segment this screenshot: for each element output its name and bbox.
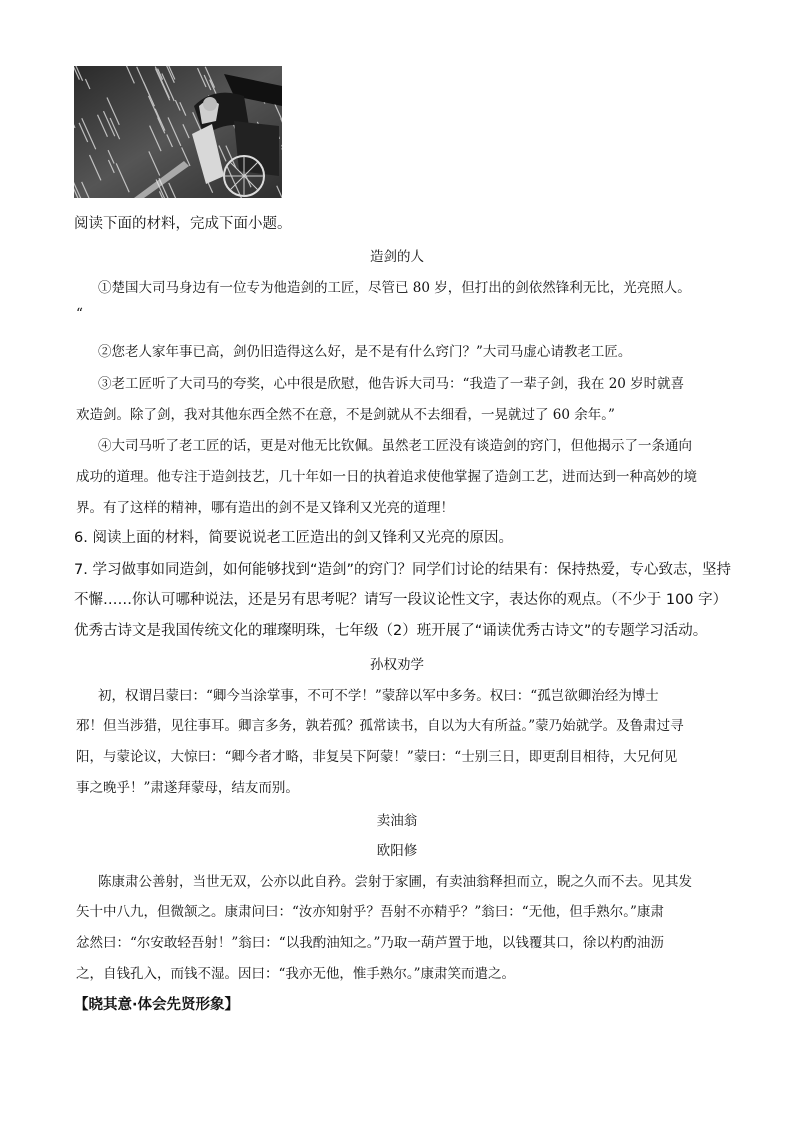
activity-intro: 优秀古诗文是我国传统文化的璀璨明珠，七年级（2）班开展了“诵读优秀古诗文”的专题学习活动。 [74, 623, 708, 639]
story-quote-mark: “ [76, 306, 83, 322]
text1-line-1: 初，权谓吕蒙曰：“卿今当涂掌事，不可不学！”蒙辞以军中多务。权曰：“孤岂欲卿治经为博士 [98, 688, 659, 704]
story-paragraph-2: ②您老人家年事已高，剑仍旧造得这么好，是不是有什么窍门？”大司马虚心请教老工匠。 [98, 344, 632, 360]
text2-line-4: 之，自钱孔入，而钱不湿。因曰：“我亦无他，惟手熟尔。”康肃笑而遣之。 [76, 966, 516, 982]
story-paragraph-4-line-2: 成功的道理。他专注于造剑技艺，几十年如一日的执着追求使他掌握了造剑工艺，进而达到一种高妙的境 [76, 469, 697, 485]
reading-instruction: 阅读下面的材料，完成下面小题。 [74, 216, 292, 232]
story-paragraph-4-line-1: ④大司马听了老工匠的话，更是对他无比钦佩。虽然老工匠没有谈造剑的窍门，但他揭示了一条通向 [98, 438, 692, 454]
rain-illustration [74, 66, 282, 198]
section-heading: 【晓其意·体会先贤形象】 [74, 997, 240, 1013]
text2-author: 欧阳修 [376, 843, 418, 859]
text2-title: 卖油翁 [376, 813, 418, 829]
text1-line-4: 事之晚乎！”肃遂拜蒙母，结友而别。 [76, 780, 299, 796]
question-6: 6. 阅读上面的材料，简要说说老工匠造出的剑又锋利又光亮的原因。 [74, 530, 513, 546]
text2-line-3: 忿然曰：“尔安敢轻吾射！”翁曰：“以我酌油知之。”乃取一葫芦置于地，以钱覆其口，徐以杓酌油沥 [76, 935, 664, 951]
story-paragraph-1: ①楚国大司马身边有一位专为他造剑的工匠，尽管已 80 岁，但打出的剑依然锋利无比，光亮照人。 [98, 280, 691, 296]
question-7-line-1: 7. 学习做事如同造剑，如何能够找到“造剑”的窍门？同学们讨论的结果有：保持热爱，专心致志，坚持 [74, 562, 731, 578]
text2-line-1: 陈康肃公善射，当世无双，公亦以此自矜。尝射于家圃，有卖油翁释担而立，睨之久而不去。见其发 [98, 874, 692, 890]
text1-line-3: 阳，与蒙论议，大惊曰：“卿今者才略，非复吴下阿蒙！”蒙曰：“士别三日，即更刮目相待，大兄何见 [76, 749, 678, 765]
question-7-line-2: 不懈……你认可哪种说法，还是另有思考呢？请写一段议论性文字，表达你的观点。（不少于 100 字） [74, 592, 728, 608]
text2-line-2: 矢十中八九，但微颔之。康肃问曰：“汝亦知射乎？吾射不亦精乎？”翁曰：“无他，但手熟尔。”康肃 [76, 904, 664, 920]
story-paragraph-4-line-3: 界。有了这样的精神，哪有造出的剑不是又锋利又光亮的道理！ [76, 500, 454, 516]
story-paragraph-3-line-2: 欢造剑。除了剑，我对其他东西全然不在意，不是剑就从不去细看，一晃就过了 60 余年。” [76, 407, 615, 423]
story-title: 造剑的人 [370, 249, 424, 265]
story-paragraph-3-line-1: ③老工匠听了大司马的夸奖，心中很是欣慰，他告诉大司马：“我造了一辈子剑，我在 20 岁时就喜 [98, 376, 685, 392]
text1-title: 孙权劝学 [370, 657, 424, 673]
text1-line-2: 邪！但当涉猎，见往事耳。卿言多务，孰若孤？孤常读书，自以为大有所益。”蒙乃始就学。及鲁肃过寻 [76, 718, 684, 734]
